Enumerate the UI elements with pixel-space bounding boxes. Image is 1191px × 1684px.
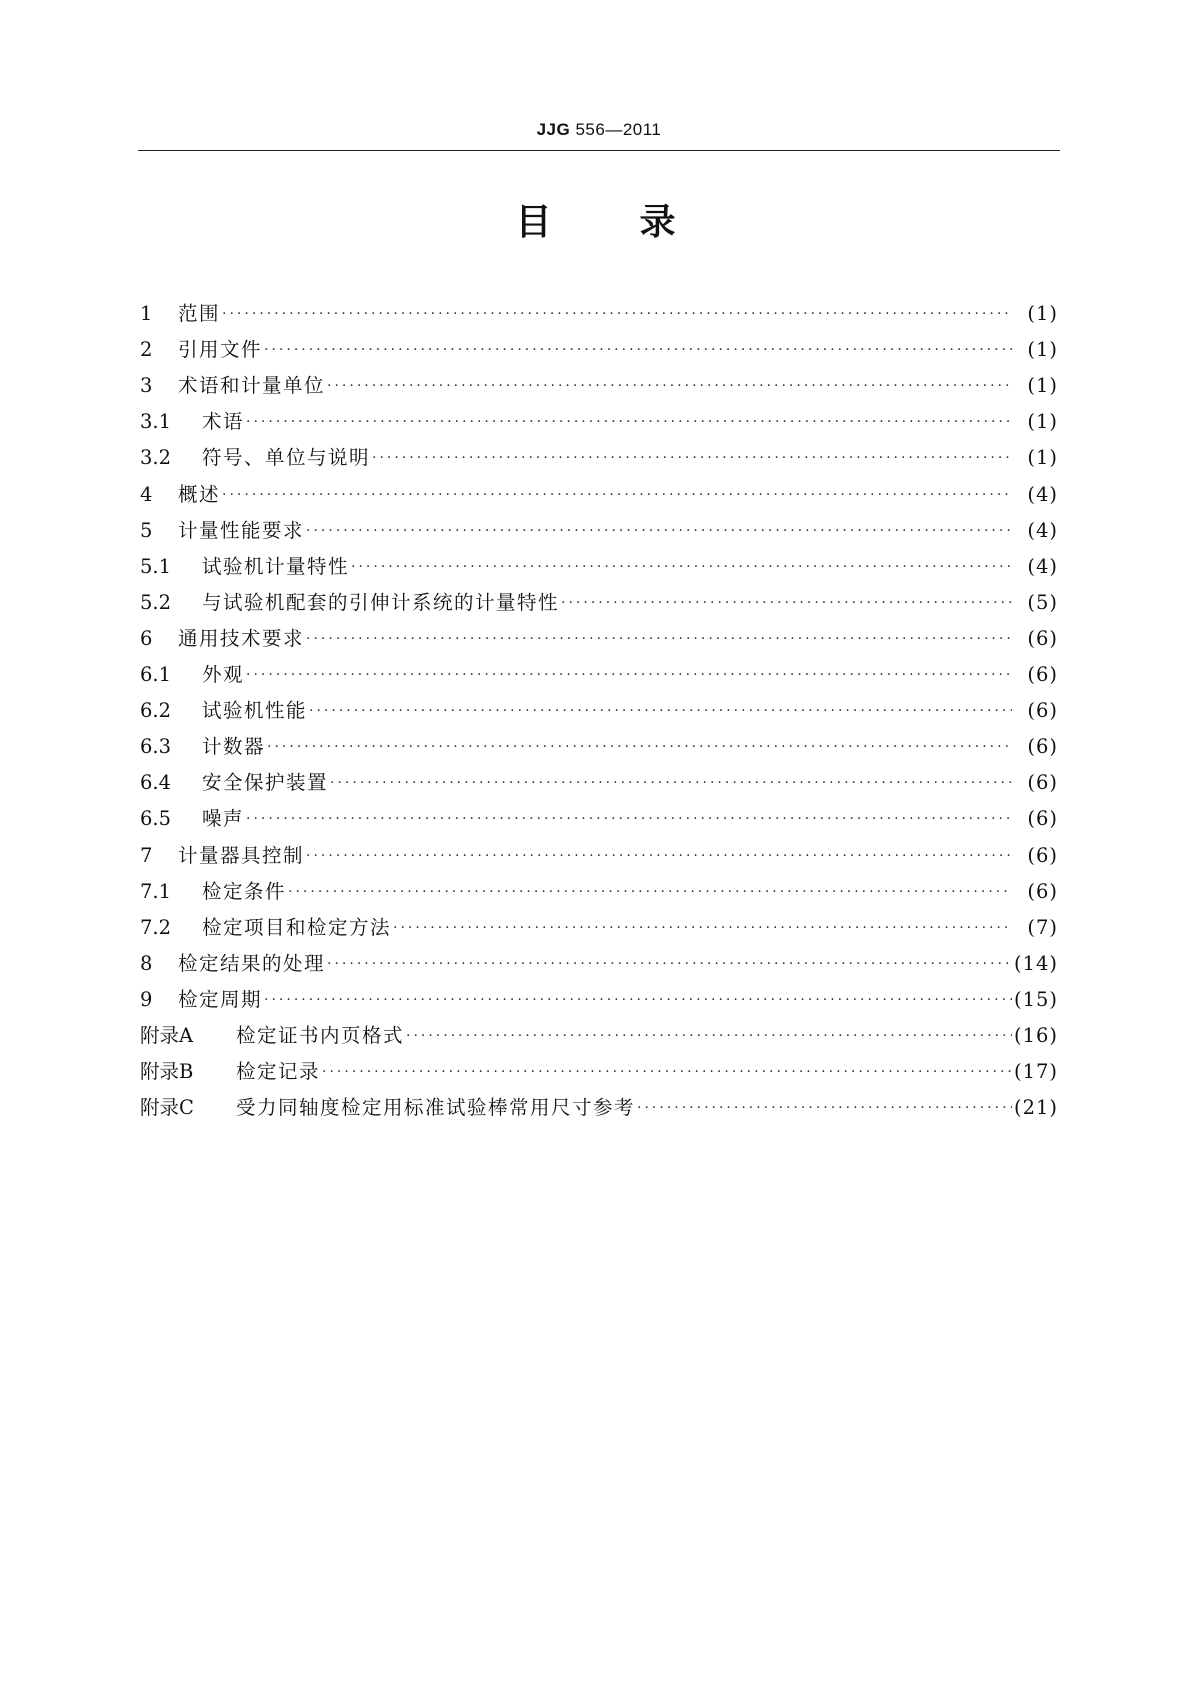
toc-page-number: (6) <box>1027 807 1058 831</box>
toc-title-text: 试验机性能 <box>202 699 308 723</box>
toc-page-number: (6) <box>1027 663 1058 687</box>
dot-leader <box>244 663 1012 687</box>
toc-number: 8 <box>140 951 153 975</box>
standard-prefix: JJG <box>536 120 571 139</box>
dot-leader <box>220 302 1012 326</box>
toc-page-number: (4) <box>1027 518 1058 542</box>
toc-number: 7.1 <box>140 879 172 903</box>
toc-title <box>0 200 1191 246</box>
toc-number: 6.5 <box>140 807 172 831</box>
toc-page-number: (16) <box>1013 1023 1058 1047</box>
dot-leader <box>370 446 1012 470</box>
toc-title-text: 噪声 <box>202 807 245 831</box>
toc-page-number: (1) <box>1027 446 1058 470</box>
toc-entry-1[interactable] <box>140 290 1058 326</box>
toc-title-text: 检定条件 <box>202 879 287 903</box>
toc-number: 7 <box>140 843 153 867</box>
toc-page-number: (7) <box>1027 915 1058 939</box>
toc-entry-3-1[interactable] <box>140 398 1058 434</box>
toc-title-text: 通用技术要求 <box>178 626 305 650</box>
toc-page-number: (6) <box>1027 879 1058 903</box>
document-code <box>537 118 662 142</box>
dot-leader <box>307 699 1012 723</box>
toc-title-text: 概述 <box>178 482 221 506</box>
toc-number: 3.2 <box>140 446 172 470</box>
dot-leader <box>262 988 1012 1012</box>
toc-page-number: (21) <box>1013 1096 1058 1120</box>
toc-page-number: (1) <box>1027 410 1058 434</box>
page-header <box>138 118 1060 151</box>
toc-page-number: (1) <box>1027 338 1058 362</box>
toc-title-text: 引用文件 <box>178 338 263 362</box>
toc-title-text: 计数器 <box>202 735 266 759</box>
dot-leader <box>320 1060 1012 1084</box>
toc-number: 5 <box>140 518 153 542</box>
toc-title-text: 外观 <box>202 663 245 687</box>
toc-entry-5[interactable] <box>140 507 1058 543</box>
dot-leader <box>220 483 1012 507</box>
toc-page-number: (6) <box>1027 735 1058 759</box>
toc-page-number: (4) <box>1027 554 1058 578</box>
toc-number: 7.2 <box>140 915 172 939</box>
dot-leader <box>262 338 1012 362</box>
toc-entry-3[interactable] <box>140 362 1058 398</box>
toc-title-text: 计量性能要求 <box>178 518 305 542</box>
toc-number: 6.4 <box>140 771 172 795</box>
dot-leader <box>286 880 1012 904</box>
toc-title-text: 计量器具控制 <box>178 843 305 867</box>
dot-leader <box>559 591 1012 615</box>
toc-number: 4 <box>140 482 153 506</box>
toc-number: 3 <box>140 374 153 398</box>
dot-leader <box>304 627 1012 651</box>
toc-title-text: 受力同轴度检定用标准试验棒常用尺寸参考 <box>236 1096 636 1120</box>
toc-title-text: 检定项目和检定方法 <box>202 915 392 939</box>
toc-entry-8[interactable] <box>140 940 1058 976</box>
toc-title-text: 术语 <box>202 410 245 434</box>
toc-number: 附录C <box>140 1096 194 1120</box>
toc-entry-5-1[interactable] <box>140 543 1058 579</box>
toc-title-text: 范围 <box>178 302 221 326</box>
toc-entry-6-3[interactable] <box>140 723 1058 759</box>
dot-leader <box>265 735 1012 759</box>
toc-title-text: 检定证书内页格式 <box>236 1023 405 1047</box>
toc-entry-6-1[interactable] <box>140 651 1058 687</box>
toc-title-text: 安全保护装置 <box>202 771 329 795</box>
toc-page-number: (14) <box>1013 951 1058 975</box>
toc-number: 1 <box>140 302 153 326</box>
toc-number: 5.2 <box>140 590 172 614</box>
toc-entry-6-2[interactable] <box>140 687 1058 723</box>
dot-leader <box>635 1096 1012 1120</box>
dot-leader <box>244 807 1012 831</box>
toc-title-text: 检定记录 <box>236 1060 321 1084</box>
toc-entry-6-5[interactable] <box>140 795 1058 831</box>
dot-leader <box>349 555 1012 579</box>
toc-entry-7-2[interactable] <box>140 904 1058 940</box>
dot-leader <box>328 771 1012 795</box>
toc-entry-3-2[interactable] <box>140 434 1058 470</box>
toc-number: 附录B <box>140 1060 194 1084</box>
toc-page-number: (4) <box>1027 482 1058 506</box>
toc-page-number: (5) <box>1027 590 1058 614</box>
dot-leader <box>304 844 1012 868</box>
toc-entry-7-1[interactable] <box>140 868 1058 904</box>
toc-page-number: (15) <box>1013 987 1058 1011</box>
toc-number: 2 <box>140 338 153 362</box>
toc-number: 5.1 <box>140 554 172 578</box>
standard-number: 556—2011 <box>575 120 662 139</box>
toc-entry-5-2[interactable] <box>140 579 1058 615</box>
toc-page-number: (17) <box>1013 1060 1058 1084</box>
toc-entry-6-4[interactable] <box>140 759 1058 795</box>
toc-entry-appendix-b[interactable] <box>140 1048 1058 1084</box>
toc-page-number: (1) <box>1027 374 1058 398</box>
toc-page-number: (6) <box>1027 771 1058 795</box>
toc-number: 6.3 <box>140 735 172 759</box>
toc-title-char-2: 录 <box>639 202 676 243</box>
toc-title-text: 术语和计量单位 <box>178 374 326 398</box>
toc-entry-6[interactable] <box>140 615 1058 651</box>
dot-leader <box>325 952 1012 976</box>
dot-leader <box>304 519 1012 543</box>
toc-page-number: (6) <box>1027 626 1058 650</box>
toc-number: 6.1 <box>140 663 172 687</box>
toc-number: 附录A <box>140 1023 194 1047</box>
toc-entry-7[interactable] <box>140 831 1058 867</box>
toc-title-text: 与试验机配套的引伸计系统的计量特性 <box>202 590 560 614</box>
toc-entry-appendix-c[interactable] <box>140 1084 1058 1120</box>
dot-leader <box>391 916 1012 940</box>
toc-number: 3.1 <box>140 410 172 434</box>
toc-page-number: (6) <box>1027 843 1058 867</box>
toc-page-number: (6) <box>1027 699 1058 723</box>
toc-title-text: 试验机计量特性 <box>202 554 350 578</box>
toc-title-text: 检定周期 <box>178 987 263 1011</box>
toc-page-number: (1) <box>1027 302 1058 326</box>
dot-leader <box>325 374 1012 398</box>
toc-title-text: 检定结果的处理 <box>178 951 326 975</box>
dot-leader <box>404 1024 1012 1048</box>
toc-entry-appendix-a[interactable] <box>140 1012 1058 1048</box>
toc-title-text: 符号、单位与说明 <box>202 446 371 470</box>
table-of-contents <box>140 290 1058 1120</box>
toc-entry-9[interactable] <box>140 976 1058 1012</box>
toc-number: 6 <box>140 626 153 650</box>
toc-title-char-1: 目 <box>515 202 552 243</box>
toc-entry-2[interactable] <box>140 326 1058 362</box>
toc-number: 6.2 <box>140 699 172 723</box>
toc-entry-4[interactable] <box>140 470 1058 506</box>
dot-leader <box>244 410 1012 434</box>
toc-number: 9 <box>140 987 153 1011</box>
